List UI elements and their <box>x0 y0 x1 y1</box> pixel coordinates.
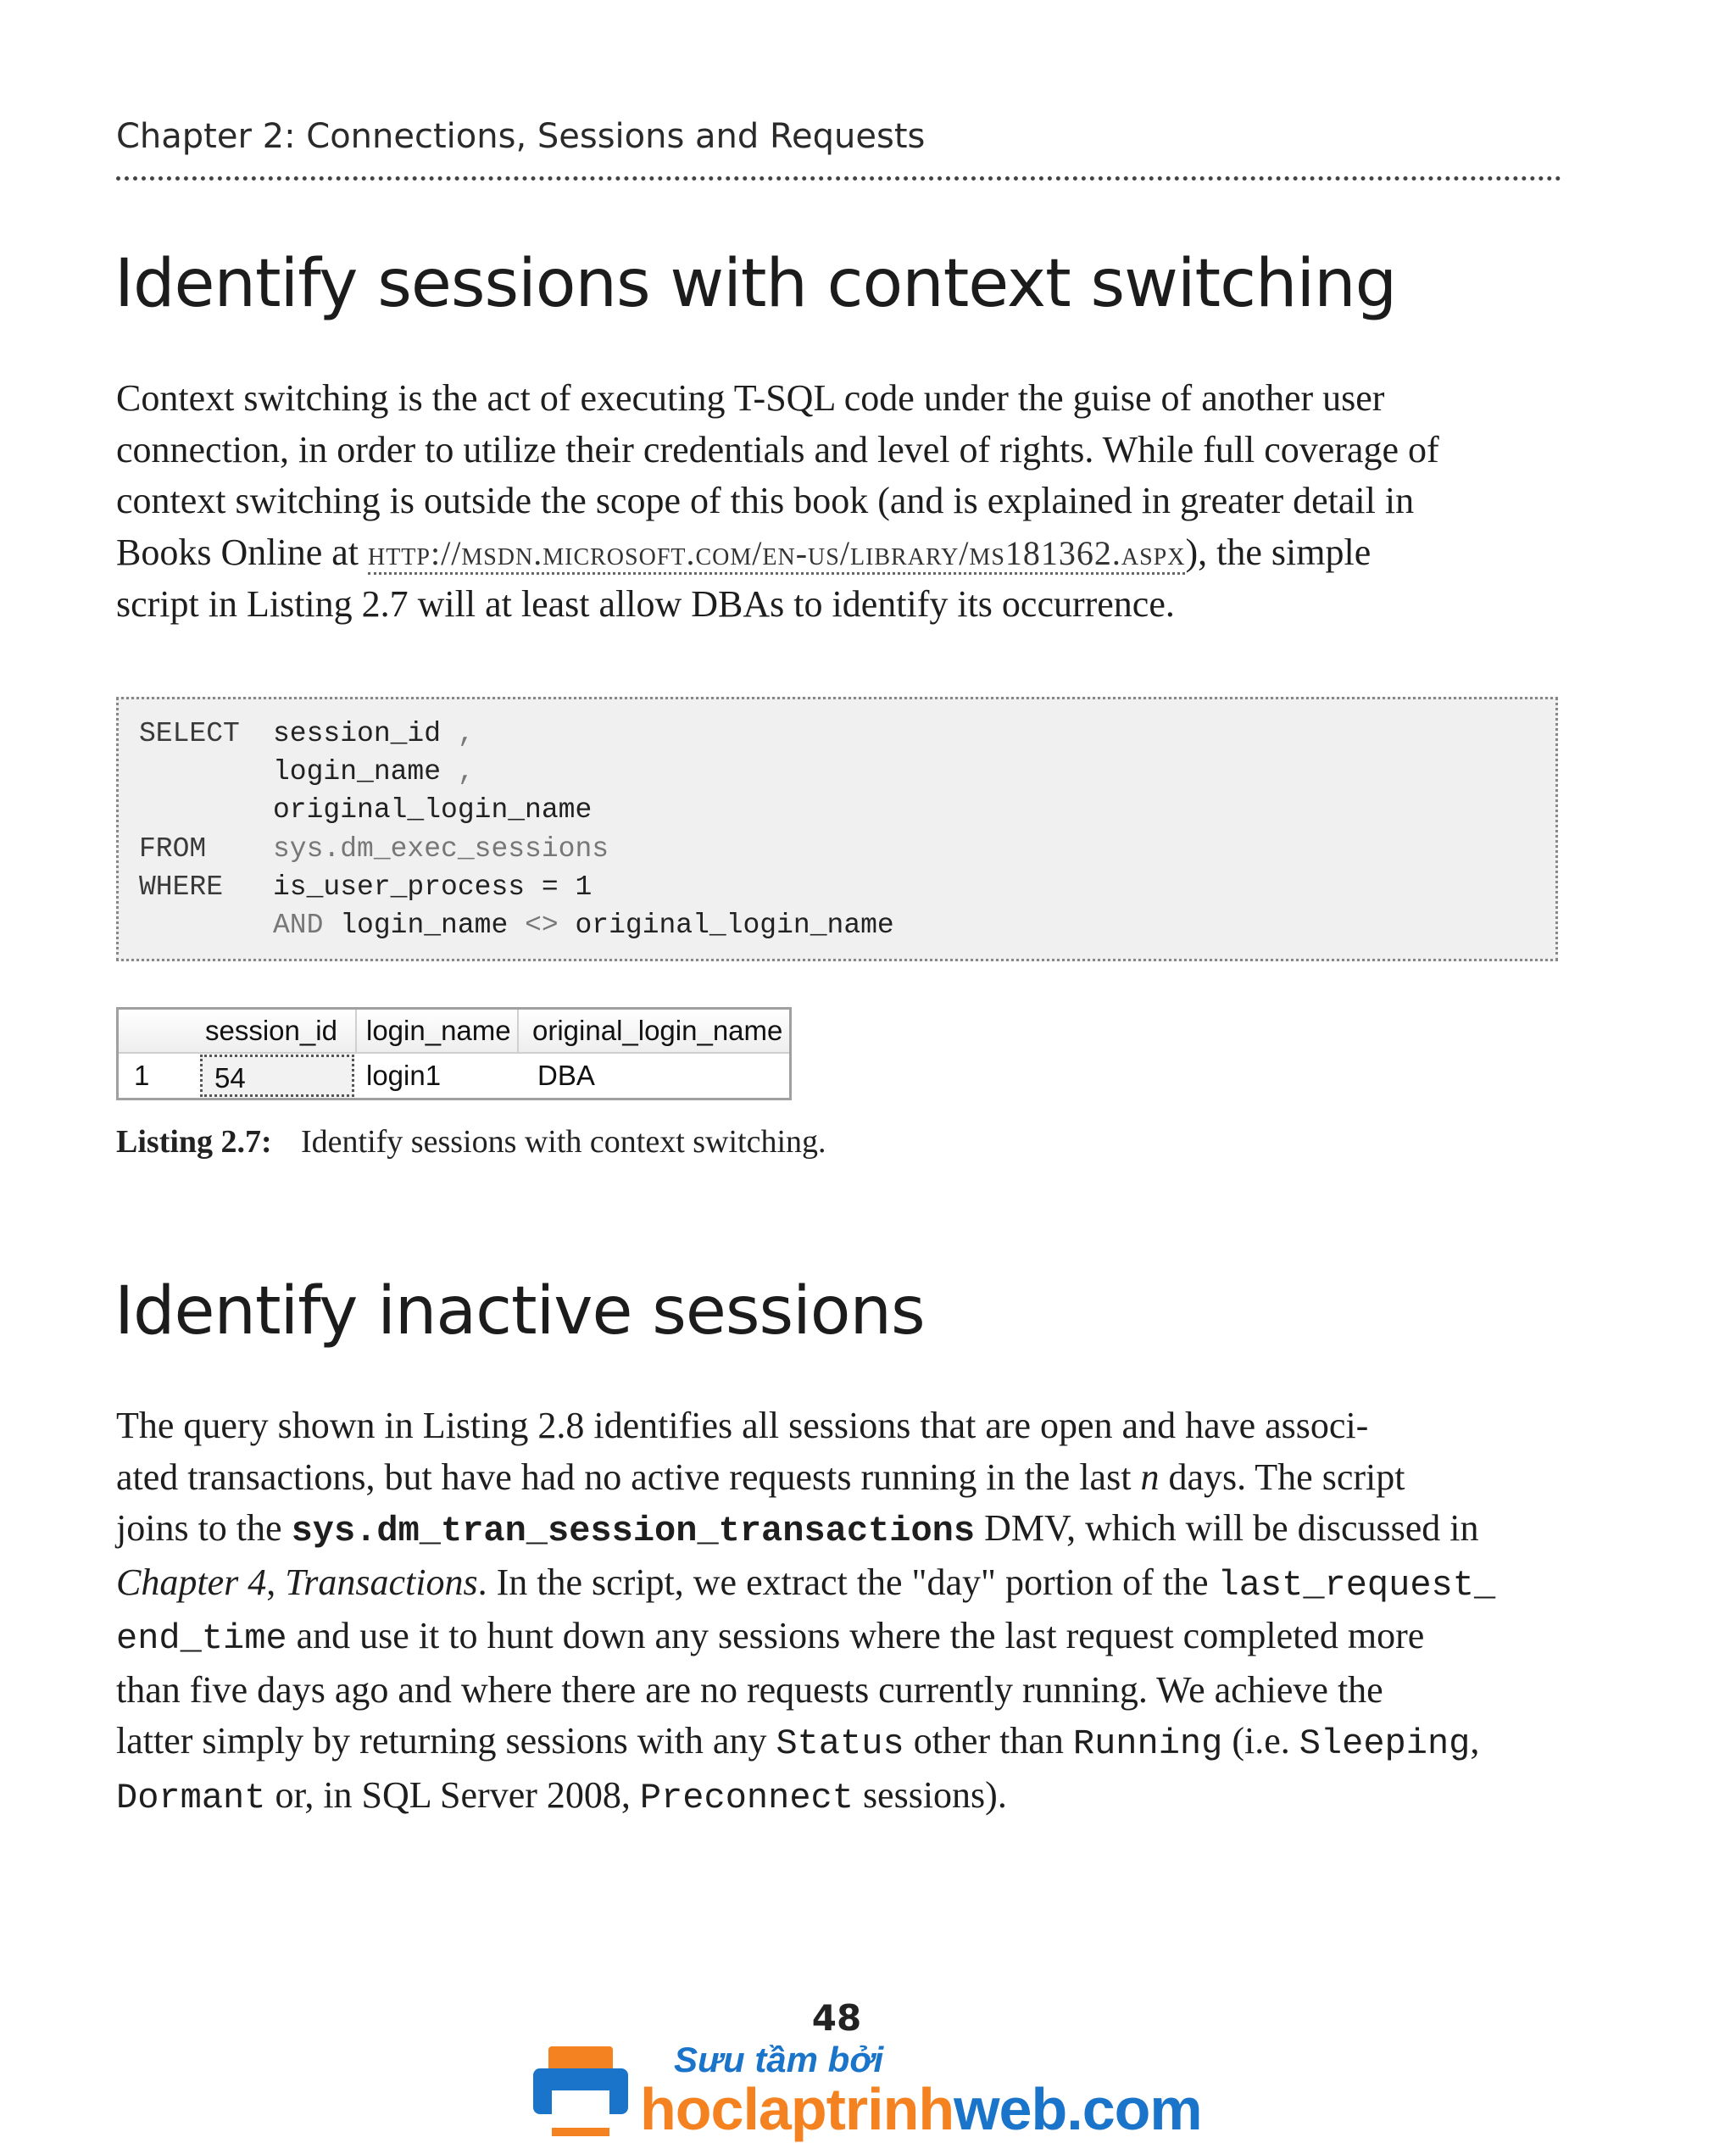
paragraph-line <box>116 1716 1574 1770</box>
code-line <box>139 756 475 795</box>
code-text: original_login_name <box>273 794 593 826</box>
code-text: original_login_name <box>558 910 894 941</box>
inline-code: Dormant <box>116 1777 266 1818</box>
code-text: login_name <box>273 756 442 788</box>
sql-keyword: SELECT <box>139 718 240 749</box>
watermark-site-part: web.com <box>954 2076 1202 2142</box>
caption-label: Listing 2.7: <box>116 1124 272 1160</box>
running-header: Chapter 2: Connections, Sessions and Requests <box>116 117 926 156</box>
text-run: . In the script, we extract the "day" portion of the <box>477 1561 1218 1603</box>
text-run: latter simply by returning sessions with any <box>116 1720 776 1762</box>
text-run: or, in SQL Server 2008, <box>265 1773 640 1816</box>
text-run: and use it to hunt down any sessions where the last request completed more <box>287 1615 1425 1656</box>
code-line <box>139 833 609 872</box>
text-run: joins to the <box>116 1507 292 1549</box>
column-divider[interactable] <box>517 1010 519 1052</box>
paragraph-line: connection, in order to utilize their credentials and level of rights. While full coverage of <box>116 428 1439 470</box>
inline-code: Status <box>776 1723 904 1764</box>
header-rule <box>116 176 1561 181</box>
inline-code: Sleeping <box>1299 1723 1471 1764</box>
paragraph-line: The query shown in Listing 2.8 identifies all sessions that are open and have associ- <box>116 1405 1369 1446</box>
results-header-row <box>119 1010 789 1054</box>
books-online-link[interactable]: http://msdn.microsoft.com/en-us/library/ms181362.aspx <box>368 534 1186 575</box>
text-run: , <box>266 1561 286 1603</box>
printer-logo-icon <box>530 2043 632 2141</box>
column-header-original-login-name[interactable]: original_login_name <box>532 1015 783 1046</box>
paragraph-line <box>116 1503 1574 1557</box>
paragraph-line <box>116 1611 1574 1665</box>
text-run: sessions). <box>853 1773 1007 1816</box>
sql-keyword-and: AND <box>273 910 324 941</box>
text-run-italic: n <box>1140 1456 1160 1498</box>
code-text: login_name <box>323 910 526 941</box>
text-run: DMV, which will be discussed in <box>975 1507 1479 1549</box>
paragraph-line: Context switching is the act of executing T-SQL code under the guise of another user <box>116 377 1385 419</box>
code-text: sys.dm_exec_sessions <box>273 833 609 865</box>
inline-code: end_time <box>116 1618 287 1659</box>
code-listing <box>116 697 1558 961</box>
inline-code: last_request_ <box>1217 1564 1496 1606</box>
code-line <box>139 794 592 833</box>
code-line <box>139 718 475 757</box>
watermark <box>530 2040 1225 2142</box>
text-run: ated transactions, but have had no active requests running in the last <box>116 1456 1141 1498</box>
sql-operator: <> <box>525 910 559 941</box>
paragraph-line: than five days ago and where there are no requests currently running. We achieve the <box>116 1668 1383 1711</box>
text-run: Books Online at <box>116 531 368 573</box>
watermark-tagline: Sưu tầm bởi <box>674 2040 884 2079</box>
sql-keyword: FROM <box>139 833 207 865</box>
text-run: ), the simple <box>1185 531 1372 573</box>
inline-code: Preconnect <box>639 1777 854 1818</box>
sql-keyword: WHERE <box>139 871 224 903</box>
text-run: other than <box>904 1720 1073 1762</box>
result-cell-login-name[interactable]: login1 <box>366 1060 442 1091</box>
column-header-session-id[interactable]: session_id <box>205 1015 337 1046</box>
watermark-site-part: hoclaptrinh <box>640 2076 954 2142</box>
results-grid <box>116 1007 792 1100</box>
text-run: (i.e. <box>1222 1720 1299 1762</box>
code-punct: , <box>441 718 475 749</box>
code-text: is_user_process = 1 <box>273 871 593 903</box>
paragraph-line <box>116 1770 1574 1824</box>
listing-caption <box>116 1123 826 1161</box>
code-line <box>139 871 592 910</box>
inline-code: Running <box>1072 1723 1223 1764</box>
caption-text: Identify sessions with context switching. <box>301 1124 826 1160</box>
row-number[interactable]: 1 <box>134 1060 150 1091</box>
section2-paragraph <box>116 1400 1574 1823</box>
chapter-title-reference: Transactions <box>285 1561 478 1603</box>
text-run: , <box>1470 1720 1480 1762</box>
text-run: days. The script <box>1159 1456 1405 1498</box>
section-heading-context-switching: Identify sessions with context switching <box>114 246 1397 322</box>
chapter-reference: Chapter 4 <box>116 1561 267 1603</box>
paragraph-line <box>116 1557 1574 1611</box>
code-line <box>139 910 894 949</box>
paragraph-line: context switching is outside the scope of this book (and is explained in greater detail in <box>116 480 1415 521</box>
column-divider[interactable] <box>355 1010 357 1052</box>
section-heading-inactive-sessions: Identify inactive sessions <box>114 1273 925 1350</box>
page-number: 48 <box>811 1997 862 2039</box>
code-punct: , <box>441 756 475 788</box>
paragraph-line <box>116 1452 1574 1504</box>
section1-paragraph <box>116 373 1574 631</box>
paragraph-line: script in Listing 2.7 will at least allow DBAs to identify its occurrence. <box>116 583 1175 625</box>
code-text: session_id <box>273 718 442 749</box>
paragraph-line <box>116 527 1574 580</box>
result-cell-original-login-name[interactable]: DBA <box>537 1060 595 1091</box>
result-cell-session-id[interactable]: 54 <box>200 1055 354 1097</box>
inline-code: sys.dm_tran_session_transactions <box>291 1511 976 1551</box>
watermark-site <box>640 2075 1202 2143</box>
column-header-login-name[interactable]: login_name <box>366 1015 511 1046</box>
